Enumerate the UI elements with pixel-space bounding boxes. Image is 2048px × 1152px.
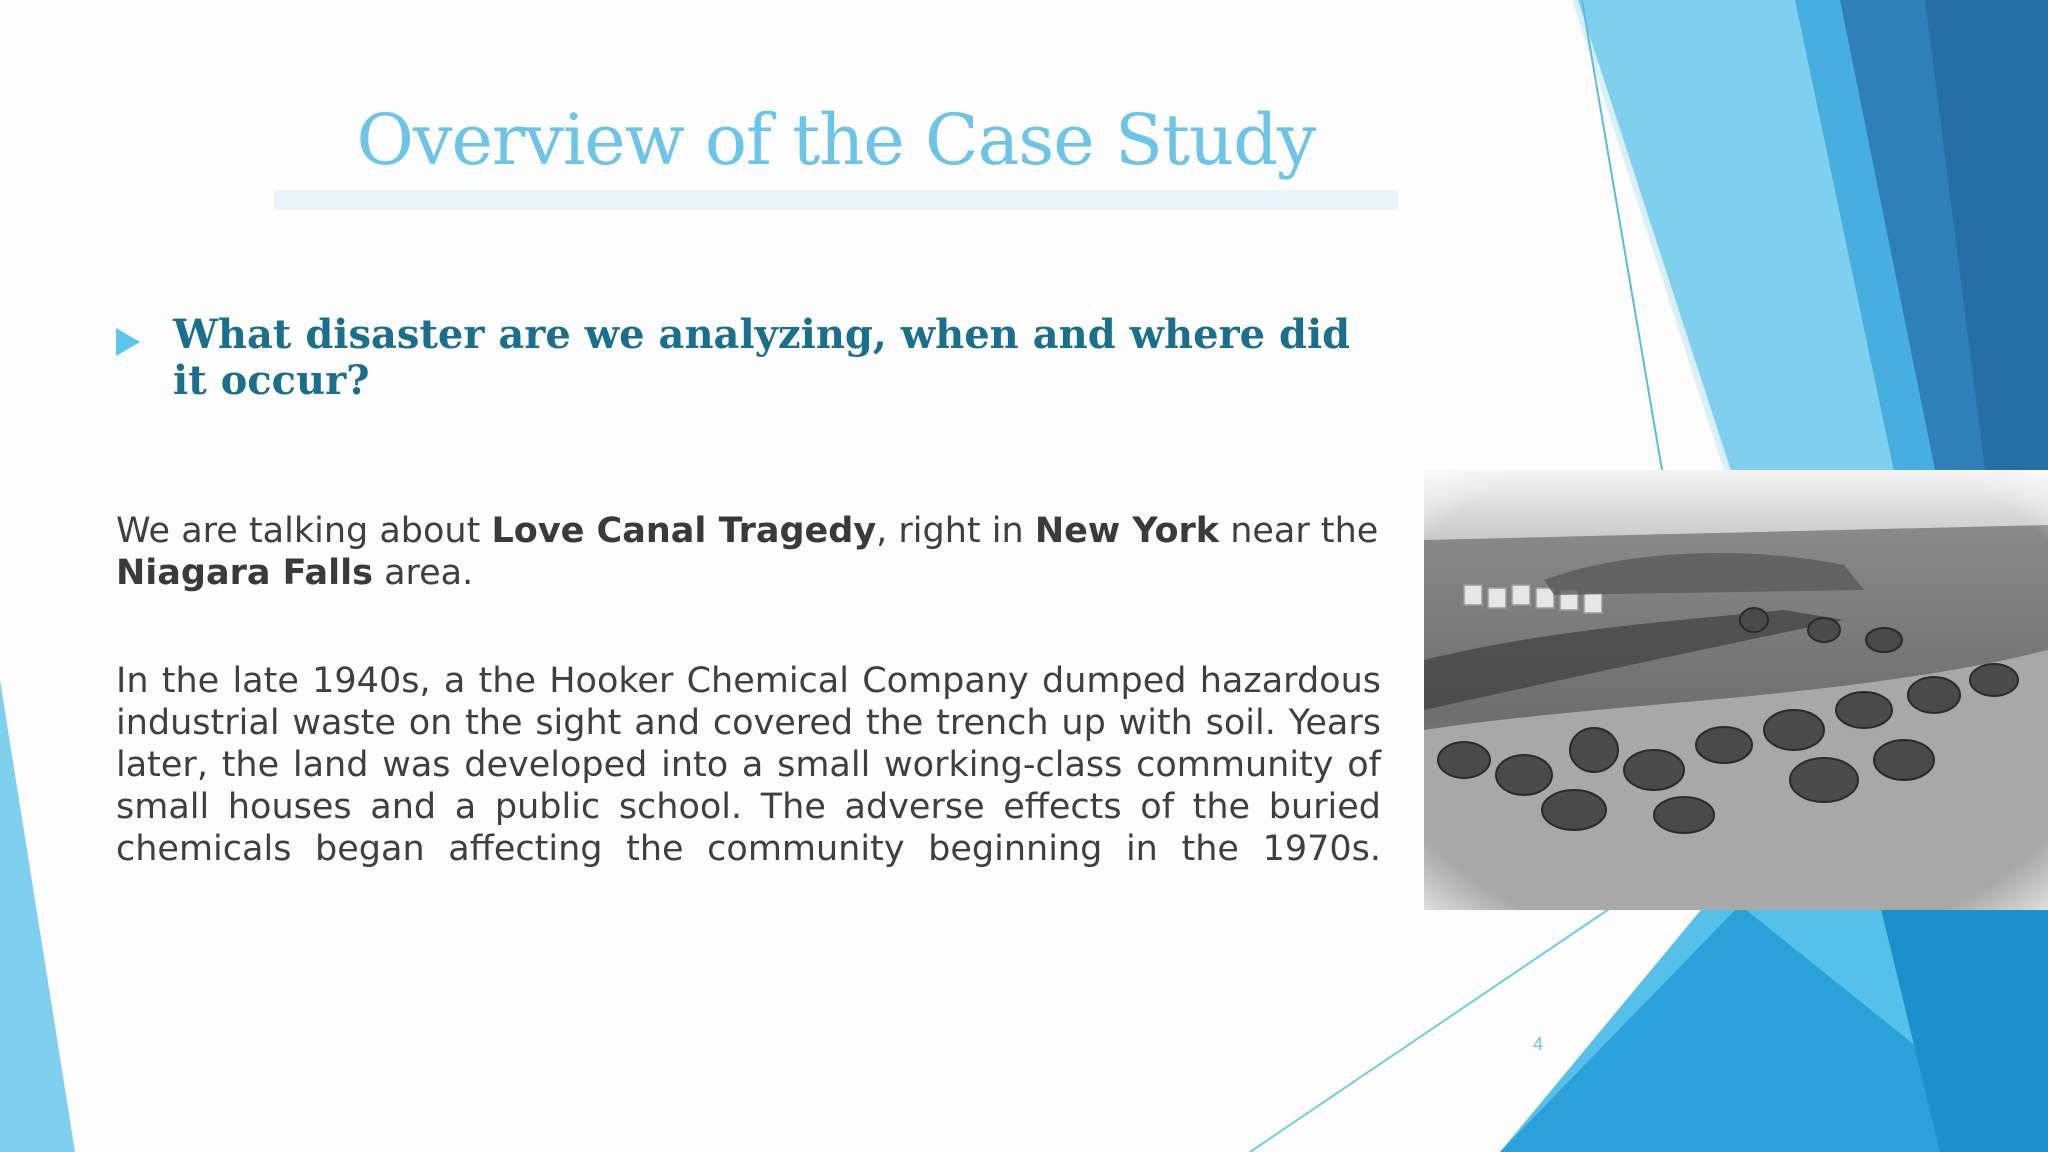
highlight-niagara-falls: Niagara Falls (116, 553, 373, 593)
landfill-barrels-photo (1424, 470, 2048, 910)
question-heading: What disaster are we analyzing, when and where did it occur? (173, 311, 1351, 404)
title-underline (274, 190, 1398, 210)
triangle-bullet-icon (116, 328, 140, 356)
paragraph-history: In the late 1940s, a the Hooker Chemical Company dumped hazardous industrial waste on the sight and covered the trench up with soil. Years later, the land was developed into a small working-class community of small houses and a public school. The adverse effects of the buried chemicals began affecting the community beginning in the 1970s. (116, 661, 1381, 869)
paragraph-location-middle: , right in (876, 511, 1035, 551)
paragraph-location (116, 510, 1381, 594)
page-number: 4 (1532, 1034, 1543, 1054)
highlight-new-york: New York (1034, 511, 1220, 551)
photo-edge-fade (1424, 470, 2048, 910)
paragraph-location-suffix: area. (372, 553, 474, 593)
paragraph-location-tail: near the (1219, 511, 1379, 551)
highlight-love-canal: Love Canal Tragedy (491, 511, 877, 551)
deco-facet-left (0, 680, 75, 1152)
paragraph-location-prefix: We are talking about (116, 511, 492, 551)
slide-title: Overview of the Case Study (356, 99, 1316, 181)
